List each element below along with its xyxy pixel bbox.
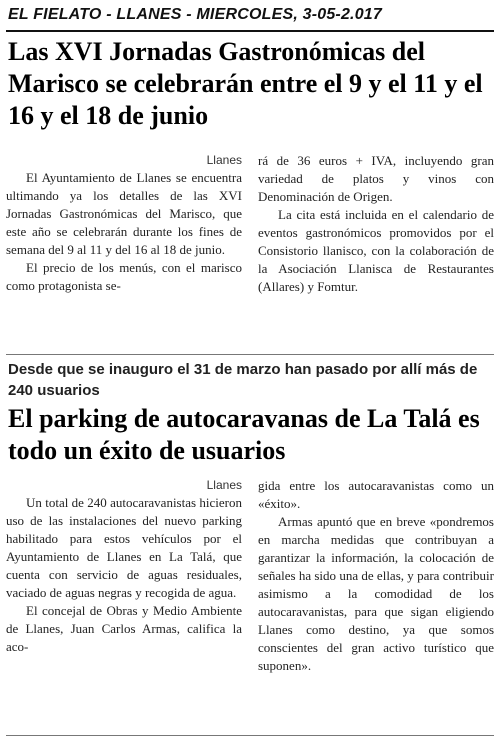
article2-paragraph: El concejal de Obras y Medio Ambiente de Llanes, Juan Carlos Armas, califica la aco- bbox=[6, 603, 242, 654]
article1-paragraph: La cita está incluida en el calendario de eventos gastronómicos promovidos por el Consistorio llanisco, con la colaboración de la Asociación Llanisca de Restaurantes (Allares) y Fomtur. bbox=[258, 207, 494, 294]
article2-paragraph: Un total de 240 autocaravanistas hicieron uso de las instalaciones del nuevo parking habilitado para estos vehículos por el Ayuntamiento de Llanes en La Talá, que cuenta con servicio de aguas residuales, vaciado de aguas negras y recogida de agua. bbox=[6, 495, 242, 600]
article2-kicker: Desde que se inauguro el 31 de marzo han pasado por allí más de 240 usuarios bbox=[6, 354, 494, 401]
article2-columns bbox=[6, 477, 494, 675]
masthead: EL FIELATO - LLANES - MIERCOLES, 3-05-2.017 bbox=[6, 0, 494, 32]
article1-paragraph: El Ayuntamiento de Llanes se encuentra ultimando ya los detalles de las XVI Jornadas Gastronómicas del Marisco, que este año se celebrarán durante los fines de semana del 9 al 11 y del 16 al 18 de junio. bbox=[6, 170, 242, 257]
article-jornadas-marisco bbox=[6, 36, 494, 348]
bottom-rule bbox=[6, 735, 494, 736]
article2-paragraph: Armas apuntó que en breve «pondremos en marcha medidas que contribuyan a garantizar la información, la colocación de señales ha sido una de ellas, y para contribuir asimismo a la comodidad de los autocaravanistas, para que sigan eligiendo Llanes como destino, ya que somos conscientes del gran activo turístico que suponen». bbox=[258, 514, 494, 673]
article2-byline: Llanes bbox=[206, 478, 242, 492]
article1-column-right bbox=[258, 152, 494, 296]
article1-column-left bbox=[6, 152, 242, 296]
article2-column-right bbox=[258, 477, 494, 675]
article1-byline: Llanes bbox=[206, 153, 242, 167]
article1-columns bbox=[6, 152, 494, 296]
article1-paragraph: rá de 36 euros + IVA, incluyendo gran variedad de platos y vinos con Denominación de Origen. bbox=[258, 153, 494, 204]
article-parking-autocaravanas bbox=[6, 354, 494, 675]
article1-headline: Las XVI Jornadas Gastronómicas del Marisco se celebrarán entre el 9 y el 11 y el 16 y el 18 de junio bbox=[8, 37, 483, 130]
article2-headline: El parking de autocaravanas de La Talá es todo un éxito de usuarios bbox=[8, 404, 480, 465]
article2-paragraph: gida entre los autocaravanistas como un «éxito». bbox=[258, 478, 494, 511]
article1-paragraph: El precio de los menús, con el marisco como protagonista se- bbox=[6, 260, 242, 293]
article2-column-left bbox=[6, 477, 242, 675]
